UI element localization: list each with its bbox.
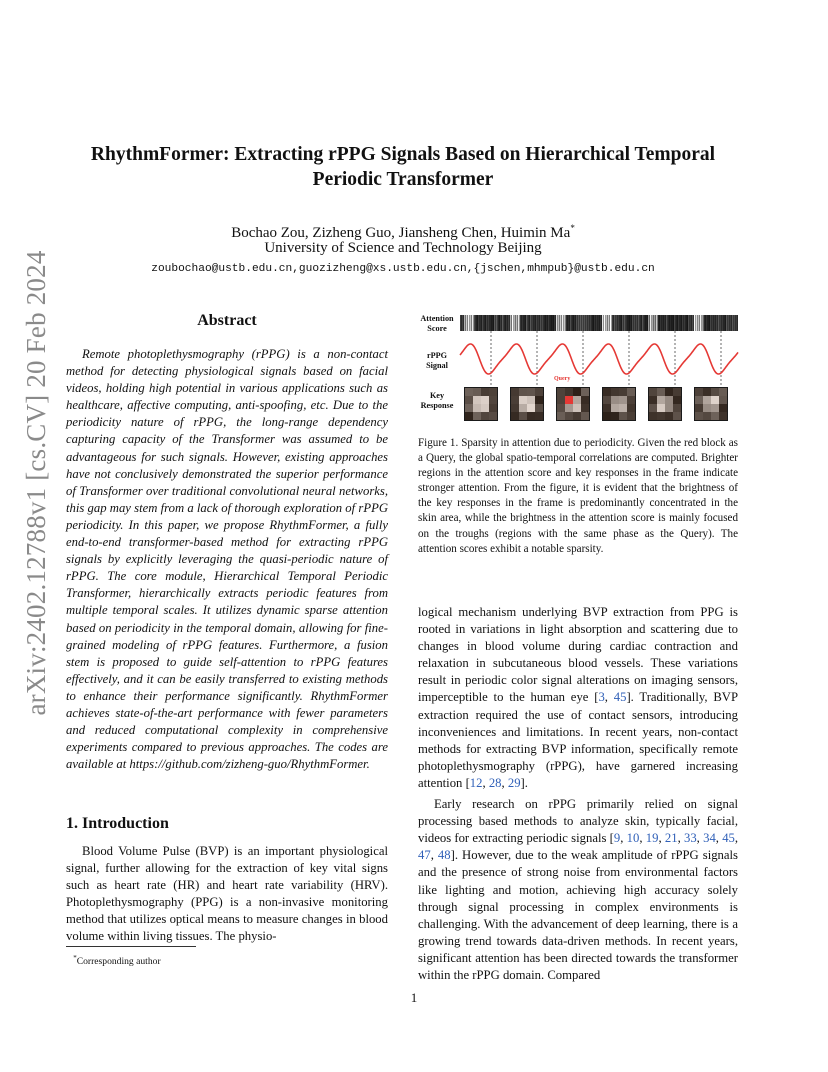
attention-bar	[672, 315, 674, 331]
key-response-cell	[719, 388, 727, 396]
key-response-cell	[611, 396, 619, 404]
attention-bar	[686, 315, 688, 331]
attention-bar	[464, 315, 466, 331]
key-response-cell	[695, 404, 703, 412]
attention-bar	[496, 315, 498, 331]
attention-bar	[550, 315, 552, 331]
key-response-cell	[611, 404, 619, 412]
attention-bar	[700, 315, 702, 331]
citation-link[interactable]: 33	[683, 831, 697, 846]
key-response-cell	[573, 388, 581, 396]
key-response-cell	[619, 388, 627, 396]
right-paragraph-2	[418, 796, 738, 984]
figure-1-graphic	[458, 311, 740, 429]
attention-bar	[704, 315, 706, 331]
citation-link[interactable]: 34	[703, 831, 716, 846]
key-response-cell	[581, 412, 589, 420]
key-response-cell	[481, 412, 489, 420]
attention-bar	[506, 315, 508, 331]
attention-bar	[600, 315, 602, 331]
citation-link[interactable]: 28	[488, 775, 502, 790]
page-number: 1	[410, 990, 418, 1005]
paper-title	[70, 142, 736, 192]
key-response-cell	[557, 404, 565, 412]
attention-bar	[486, 315, 488, 331]
attention-bar	[640, 315, 642, 331]
key-response-cell	[557, 412, 565, 420]
key-response-cell	[581, 388, 589, 396]
key-response-cell	[557, 396, 565, 404]
attention-bar	[648, 315, 650, 331]
key-response-cell	[703, 412, 711, 420]
key-response-cell	[519, 396, 527, 404]
attention-bar	[568, 315, 570, 331]
attention-bar	[706, 315, 708, 331]
attention-bar	[564, 315, 566, 331]
attention-bar	[542, 315, 544, 331]
row-label-line: Signal	[426, 361, 448, 370]
attention-bar	[688, 315, 690, 331]
attention-bar	[548, 315, 550, 331]
attention-bar	[562, 315, 564, 331]
abstract-body	[66, 346, 388, 773]
attention-bar	[638, 315, 640, 331]
key-response-cell	[573, 396, 581, 404]
citation-link[interactable]: 3	[598, 690, 605, 705]
key-response-cell	[511, 404, 519, 412]
attention-bar	[510, 315, 512, 331]
attention-bar	[654, 315, 656, 331]
attention-bar	[650, 315, 652, 331]
attention-bar	[718, 315, 720, 331]
attention-bar	[678, 315, 680, 331]
attention-bar	[530, 315, 532, 331]
attention-bar	[614, 315, 616, 331]
citation-link[interactable]: 21	[664, 831, 678, 846]
attention-bar	[552, 315, 554, 331]
attention-bar	[596, 315, 598, 331]
key-response-cell	[665, 388, 673, 396]
attention-bar	[680, 315, 682, 331]
affiliation: University of Science and Technology Beijing	[264, 240, 542, 256]
attention-bar	[728, 315, 730, 331]
key-response-cell	[557, 388, 565, 396]
key-response-cell	[565, 388, 573, 396]
attention-bar	[734, 315, 736, 331]
attention-bar	[520, 315, 522, 331]
attention-bar	[690, 315, 692, 331]
paper-title-line-1: RhythmFormer: Extracting rPPG Signals Based on Hierarchical Temporal	[90, 144, 716, 165]
attention-bar	[554, 315, 556, 331]
key-response-cell	[603, 404, 611, 412]
key-response-cell	[527, 388, 535, 396]
text-run: ]. However, due to the weak amplitude of rPPG signals and the presence of strong noise from environmental factors like lighting and motion, achieving high accuracy solely through signal processing in complex environments is challenging. With the advancement of deep learning, there is a growing trend towards data-driven methods. In recent years, significant attention has been directed towards the transformer within the rPPG domain. Compared	[418, 848, 738, 982]
attention-bar	[470, 315, 472, 331]
attention-bar	[652, 315, 654, 331]
attention-bar	[538, 315, 540, 331]
attention-bar	[628, 315, 630, 331]
key-response-cell	[535, 404, 543, 412]
key-response-cell	[627, 404, 635, 412]
key-response-cell	[695, 388, 703, 396]
attention-bar	[714, 315, 716, 331]
attention-bar	[534, 315, 536, 331]
citation-link[interactable]: 29	[507, 775, 521, 790]
attention-bar	[612, 315, 614, 331]
attention-bar	[582, 315, 584, 331]
attention-bar	[676, 315, 678, 331]
citation-link[interactable]: 45	[613, 690, 627, 705]
attention-bar	[602, 315, 604, 331]
attention-bar	[528, 315, 530, 331]
attention-bar	[724, 315, 726, 331]
attention-bar	[544, 315, 546, 331]
attention-bar	[592, 315, 594, 331]
key-response-cell	[627, 388, 635, 396]
row-label-line: Key	[429, 391, 445, 400]
key-response-cell	[481, 404, 489, 412]
attention-bar	[476, 315, 478, 331]
attention-bar	[512, 315, 514, 331]
key-response-cell	[511, 396, 519, 404]
attention-bar	[576, 315, 578, 331]
key-response-cell	[511, 388, 519, 396]
attention-bar	[514, 315, 516, 331]
key-response-cell	[565, 404, 573, 412]
key-response-cell	[695, 396, 703, 404]
key-response-cell	[719, 404, 727, 412]
attention-bar	[636, 315, 638, 331]
text-run: ].	[520, 775, 528, 790]
key-response-cell	[673, 396, 681, 404]
attention-bar	[708, 315, 710, 331]
attention-bar	[468, 315, 470, 331]
key-response-cell	[473, 396, 481, 404]
key-response-cell	[611, 412, 619, 420]
attention-bar	[536, 315, 538, 331]
attention-bar	[462, 315, 464, 331]
attention-score-strip	[460, 315, 738, 331]
attention-bar	[556, 315, 558, 331]
figure-1	[414, 311, 740, 429]
attention-bar	[494, 315, 496, 331]
author-emails: zoubochao@ustb.edu.cn,guozizheng@xs.ustb.edu.cn,{jschen,mhmpub}@ustb.edu.cn	[151, 263, 655, 275]
key-response-cell	[711, 396, 719, 404]
key-response-cell	[481, 396, 489, 404]
key-response-cell	[673, 388, 681, 396]
footnote-rule	[66, 946, 196, 947]
attention-bar	[630, 315, 632, 331]
text-run: Early research on rPPG primarily relied on signal processing based methods to analyze skin, typically facial, videos for extracting periodic signals [	[418, 797, 738, 846]
attention-bar	[500, 315, 502, 331]
key-response-cell	[465, 388, 473, 396]
key-response-cell	[711, 412, 719, 420]
attention-bar	[488, 315, 490, 331]
attention-bar	[622, 315, 624, 331]
key-response-cell	[519, 404, 527, 412]
attention-bar	[710, 315, 712, 331]
attention-bar	[580, 315, 582, 331]
key-response-cell	[565, 412, 573, 420]
key-response-cell	[719, 396, 727, 404]
footnote-text: Corresponding author	[76, 956, 161, 968]
attention-bar	[516, 315, 518, 331]
key-response-cell	[665, 404, 673, 412]
attention-bar	[702, 315, 704, 331]
figure-1-caption: Figure 1. Sparsity in attention due to periodicity. Given the red block as a Query, the global spatio-temporal correlations are computed. Brighter regions in the attention score and key responses in the frame indicate stronger attention. From the figure, it is evident that the brightness of the key responses in the frame is predominantly concentrated in the skin area, while the brightness in the attention score is mainly focused on the troughs (regions with the same phase as the Query). The attention scores exhibit a notable sparsity.	[418, 437, 738, 555]
attention-bar	[558, 315, 560, 331]
right-column-body	[418, 604, 738, 984]
citation-link[interactable]: 12	[469, 775, 483, 790]
attention-bar	[658, 315, 660, 331]
text-run: logical mechanism underlying BVP extraction from PPG is rooted in variations in light absorption and scattering due to changes in blood volume during cardiac contraction and relaxation in subcutaneous blood vessels. These variations result in periodic color signal alterations on imaging sensors, imperceptible to the human eye [	[418, 605, 738, 705]
key-response-cell	[465, 412, 473, 420]
key-response-cell	[619, 396, 627, 404]
text-run: ,	[501, 775, 508, 790]
attention-bar	[696, 315, 698, 331]
attention-bar	[508, 315, 510, 331]
attention-bar	[618, 315, 620, 331]
right-paragraph-1	[418, 604, 738, 792]
key-response-frames	[464, 387, 728, 421]
key-response-cell	[473, 404, 481, 412]
key-response-cell	[473, 412, 481, 420]
introduction-heading: 1. Introduction	[66, 815, 169, 832]
attention-bar	[524, 315, 526, 331]
key-response-cell	[657, 412, 665, 420]
query-block	[565, 396, 573, 404]
attention-bar	[482, 315, 484, 331]
key-response-cell	[627, 396, 635, 404]
attention-bar	[492, 315, 494, 331]
key-response-cell	[527, 396, 535, 404]
key-response-cell	[489, 412, 497, 420]
key-response-cell	[489, 388, 497, 396]
citation-link[interactable]: 47	[418, 848, 431, 863]
footnote-mark: *	[73, 954, 77, 962]
attention-bar	[584, 315, 586, 331]
attention-bar	[720, 315, 722, 331]
attention-bar	[504, 315, 506, 331]
attention-bar	[722, 315, 724, 331]
attention-bar	[572, 315, 574, 331]
attention-bar	[484, 315, 486, 331]
attention-bar	[646, 315, 648, 331]
attention-bar	[732, 315, 734, 331]
attention-bar	[540, 315, 542, 331]
attention-bar	[570, 315, 572, 331]
key-response-cell	[649, 388, 657, 396]
key-response-cell	[657, 404, 665, 412]
row-label-line: Score	[427, 324, 447, 333]
attention-bar	[598, 315, 600, 331]
attention-bar	[694, 315, 696, 331]
key-response-cell	[695, 412, 703, 420]
key-response-cell	[711, 404, 719, 412]
key-response-cell	[649, 412, 657, 420]
author-names: Bochao Zou, Zizheng Guo, Jiansheng Chen, Huimin Ma	[231, 225, 571, 241]
abstract-heading: Abstract	[197, 312, 257, 329]
key-response-cell	[527, 404, 535, 412]
attention-bar	[660, 315, 662, 331]
attention-bar	[460, 315, 462, 331]
attention-bar	[664, 315, 666, 331]
key-response-cell	[573, 404, 581, 412]
text-run: ,	[482, 775, 489, 790]
text-run: ,	[604, 690, 614, 705]
citation-link[interactable]: 10	[626, 831, 640, 846]
key-response-cell	[649, 404, 657, 412]
footnote	[66, 952, 161, 968]
row-label-line: Attention	[420, 314, 454, 323]
attention-bar	[574, 315, 576, 331]
key-response-cell	[711, 388, 719, 396]
row-label-line: Response	[420, 401, 454, 410]
attention-bar	[532, 315, 534, 331]
attention-bar	[626, 315, 628, 331]
text-run: ]. Traditionally, BVP extraction required the use of contact sensors, introducing inconveniences and limitations. In recent years, non-contact methods for extracting BVP information, specifically remote photoplethysmography (rPPG), have garnered increasing attention [	[418, 690, 739, 790]
attention-bar	[712, 315, 714, 331]
paper-title-line-2: Periodic Transformer	[312, 169, 494, 190]
key-response-cell	[603, 396, 611, 404]
citation-link[interactable]: 45	[722, 831, 735, 846]
attention-bar	[478, 315, 480, 331]
attention-bar	[518, 315, 520, 331]
key-response-cell	[535, 388, 543, 396]
attention-bar	[472, 315, 474, 331]
attention-bar	[588, 315, 590, 331]
corresponding-mark: *	[570, 223, 575, 233]
attention-bar	[616, 315, 618, 331]
citation-link[interactable]: 19	[645, 831, 659, 846]
attention-bar	[620, 315, 622, 331]
attention-bar	[644, 315, 646, 331]
key-response-cell	[465, 396, 473, 404]
attention-bar	[594, 315, 596, 331]
key-response-cell	[665, 412, 673, 420]
key-response-cell	[473, 388, 481, 396]
attention-bar	[566, 315, 568, 331]
attention-bar	[684, 315, 686, 331]
key-response-cell	[603, 412, 611, 420]
key-response-cell	[665, 396, 673, 404]
key-response-cell	[573, 412, 581, 420]
key-response-cell	[673, 404, 681, 412]
citation-group: 9, 10, 19, 21, 33, 34, 45, 47, 48	[418, 831, 739, 863]
key-response-cell	[673, 412, 681, 420]
key-response-cell	[649, 396, 657, 404]
attention-bar	[474, 315, 476, 331]
key-response-cell	[519, 388, 527, 396]
attention-bar	[490, 315, 492, 331]
attention-bar	[634, 315, 636, 331]
key-response-cell	[535, 396, 543, 404]
attention-bar	[610, 315, 612, 331]
attention-bar	[656, 315, 658, 331]
arxiv-side-stamp: arXiv:2402.12788v1 [cs.CV] 20 Feb 2024	[21, 250, 51, 716]
row-label-key-response	[414, 391, 460, 411]
attention-bar	[590, 315, 592, 331]
citation-link[interactable]: 9	[613, 831, 621, 846]
key-response-cell	[703, 404, 711, 412]
attention-bar	[578, 315, 580, 331]
key-response-cell	[703, 396, 711, 404]
attention-bar	[726, 315, 728, 331]
key-response-cell	[619, 412, 627, 420]
attention-bar	[666, 315, 668, 331]
row-label-attention-score	[414, 314, 460, 334]
key-response-cell	[465, 404, 473, 412]
attention-bar	[730, 315, 732, 331]
query-label: Query	[554, 376, 571, 382]
key-response-cell	[657, 396, 665, 404]
attention-bar	[662, 315, 664, 331]
rppg-signal-curve	[460, 344, 738, 374]
attention-bar	[480, 315, 482, 331]
key-response-cell	[619, 404, 627, 412]
key-response-cell	[603, 388, 611, 396]
attention-bar	[546, 315, 548, 331]
key-response-cell	[703, 388, 711, 396]
attention-bar	[674, 315, 676, 331]
key-response-cell	[627, 412, 635, 420]
key-response-cell	[511, 412, 519, 420]
attention-bar	[606, 315, 608, 331]
attention-bar	[668, 315, 670, 331]
row-label-rppg-signal	[414, 351, 460, 371]
key-response-cell	[581, 396, 589, 404]
key-response-cell	[519, 412, 527, 420]
abstract-text: Remote photoplethysmography (rPPG) is a non-contact method for detecting physiological signals based on facial videos, holding high potential in various applications such as healthcare, affective computing, anti-spoofing, etc. Due to the periodicity nature of rPPG, the long-range dependency capturing capacity of the Transformer was assumed to be advantageous for such signals. However, existing approaches have not conclusively demonstrated the superior performance of Transformer over traditional convolutional neural networks, this gap may stem from a lack of thorough exploration of rPPG periodicity. In this paper, we propose RhythmFormer, a fully end-to-end transformer-based method for extracting rPPG signals by explicitly leveraging the quasi-periodic nature of rPPG. The core module, Hierarchical Temporal Periodic Transformer, hierarchically extracts periodic features from multiple temporal scales. It utilizes dynamic sparse attention based on periodicity in the temporal domain, allowing for fine-grained modeling of rPPG features. Furthermore, a fusion stem is proposed to guide self-attention to rPPG features effectively, and it can be easily transferred to existing methods to enhance their performance significantly. RhythmFormer achieves state-of-the-art performance with fewer parameters and reduced computational complexity in comprehensive experiments compared to previous approaches. The codes are available at https://github.com/zizheng-guo/RhythmFormer.	[66, 347, 388, 772]
attention-bar	[642, 315, 644, 331]
key-response-cell	[611, 388, 619, 396]
key-response-cell	[481, 388, 489, 396]
attention-bar	[526, 315, 528, 331]
attention-bar	[670, 315, 672, 331]
attention-bar	[624, 315, 626, 331]
key-response-cell	[527, 412, 535, 420]
attention-bar	[736, 315, 738, 331]
key-response-cell	[657, 388, 665, 396]
attention-bar	[502, 315, 504, 331]
attention-bar	[604, 315, 606, 331]
introduction-body	[66, 843, 388, 946]
introduction-paragraph-1: Blood Volume Pulse (BVP) is an important physiological signal, further allowing for the extraction of key vital signs such as heart rate (HR) and heart rate variability (HRV). Photoplethysmography (PPG) is a non-invasive monitoring method that utilizes optical means to measure changes in blood volume within living tissues. The physio-	[66, 844, 388, 944]
attention-bar	[586, 315, 588, 331]
key-response-cell	[719, 412, 727, 420]
row-label-line: rPPG	[426, 351, 447, 360]
key-response-cell	[581, 404, 589, 412]
key-response-cell	[489, 396, 497, 404]
attention-bar	[716, 315, 718, 331]
citation-link[interactable]: 48	[437, 848, 451, 863]
attention-bar	[692, 315, 694, 331]
attention-bar	[682, 315, 684, 331]
attention-bar	[698, 315, 700, 331]
key-response-cell	[535, 412, 543, 420]
attention-bar	[522, 315, 524, 331]
attention-bar	[498, 315, 500, 331]
attention-bar	[560, 315, 562, 331]
key-response-cell	[489, 404, 497, 412]
attention-bar	[608, 315, 610, 331]
attention-bar	[632, 315, 634, 331]
attention-bar	[466, 315, 468, 331]
